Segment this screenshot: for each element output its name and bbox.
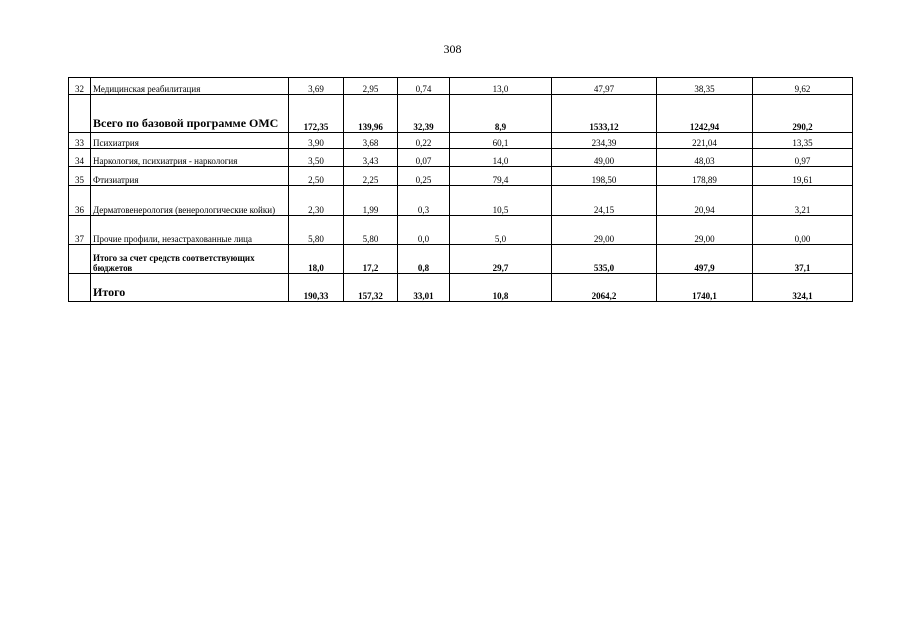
cell-value: 79,4 [450,167,552,186]
row-name: Итого за счет средств соответствующих бюджетов [91,245,289,274]
row-name: Медицинская реабилитация [91,78,289,95]
cell-value: 535,0 [552,245,657,274]
row-name: Всего по базовой программе ОМС [91,95,289,133]
cell-value: 178,89 [657,167,753,186]
cell-value: 3,21 [753,186,853,216]
cell-value: 8,9 [450,95,552,133]
cell-value: 234,39 [552,133,657,149]
row-number: 36 [69,186,91,216]
cell-value: 14,0 [450,149,552,167]
row-number: 33 [69,133,91,149]
row-name: Психиатрия [91,133,289,149]
cell-value: 0,3 [398,186,450,216]
cell-value: 2,30 [289,186,344,216]
cell-value: 0,00 [753,216,853,245]
cell-value: 139,96 [344,95,398,133]
table-row [69,133,853,149]
cell-value: 3,90 [289,133,344,149]
cell-value: 10,8 [450,274,552,302]
cell-value: 2064,2 [552,274,657,302]
row-name: Прочие профили, незастрахованные лица [91,216,289,245]
cell-value: 47,97 [552,78,657,95]
cell-value: 0,25 [398,167,450,186]
cell-value: 37,1 [753,245,853,274]
row-name: Дерматовенерология (венерологические койки) [91,186,289,216]
cell-value: 290,2 [753,95,853,133]
cell-value: 29,00 [552,216,657,245]
cell-value: 3,68 [344,133,398,149]
table-row [69,167,853,186]
cell-value: 1533,12 [552,95,657,133]
cell-value: 1,99 [344,186,398,216]
row-name: Наркология, психиатрия - наркология [91,149,289,167]
cell-value: 49,00 [552,149,657,167]
table-row [69,149,853,167]
cell-value: 10,5 [450,186,552,216]
cell-value: 5,80 [344,216,398,245]
cell-value: 172,35 [289,95,344,133]
table-row [69,245,853,274]
page-number: 308 [443,42,462,56]
cell-value: 0,8 [398,245,450,274]
cell-value: 221,04 [657,133,753,149]
cell-value: 2,50 [289,167,344,186]
cell-value: 157,32 [344,274,398,302]
cell-value: 1740,1 [657,274,753,302]
cell-value: 3,43 [344,149,398,167]
cell-value: 60,1 [450,133,552,149]
cell-value: 33,01 [398,274,450,302]
row-number [69,95,91,133]
cell-value: 13,35 [753,133,853,149]
row-number: 35 [69,167,91,186]
cell-value: 17,2 [344,245,398,274]
table-row [69,78,853,95]
cell-value: 497,9 [657,245,753,274]
row-name: Фтизиатрия [91,167,289,186]
cell-value: 190,33 [289,274,344,302]
cell-value: 0,0 [398,216,450,245]
cell-value: 48,03 [657,149,753,167]
row-number: 34 [69,149,91,167]
table-row [69,274,853,302]
row-number [69,245,91,274]
cell-value: 1242,94 [657,95,753,133]
cell-value: 13,0 [450,78,552,95]
cell-value: 20,94 [657,186,753,216]
row-number: 37 [69,216,91,245]
cell-value: 2,95 [344,78,398,95]
cell-value: 0,22 [398,133,450,149]
cell-value: 0,74 [398,78,450,95]
cell-value: 0,07 [398,149,450,167]
cell-value: 19,61 [753,167,853,186]
cell-value: 198,50 [552,167,657,186]
cell-value: 9,62 [753,78,853,95]
cell-value: 24,15 [552,186,657,216]
cell-value: 3,69 [289,78,344,95]
cell-value: 324,1 [753,274,853,302]
row-number: 32 [69,78,91,95]
table-row [69,186,853,216]
cell-value: 29,7 [450,245,552,274]
cell-value: 29,00 [657,216,753,245]
cell-value: 32,39 [398,95,450,133]
cell-value: 5,0 [450,216,552,245]
cell-value: 5,80 [289,216,344,245]
cell-value: 0,97 [753,149,853,167]
row-number [69,274,91,302]
cell-value: 2,25 [344,167,398,186]
cell-value: 3,50 [289,149,344,167]
data-table [68,77,853,302]
cell-value: 18,0 [289,245,344,274]
table-row [69,216,853,245]
cell-value: 38,35 [657,78,753,95]
row-name: Итого [91,274,289,302]
table-row [69,95,853,133]
